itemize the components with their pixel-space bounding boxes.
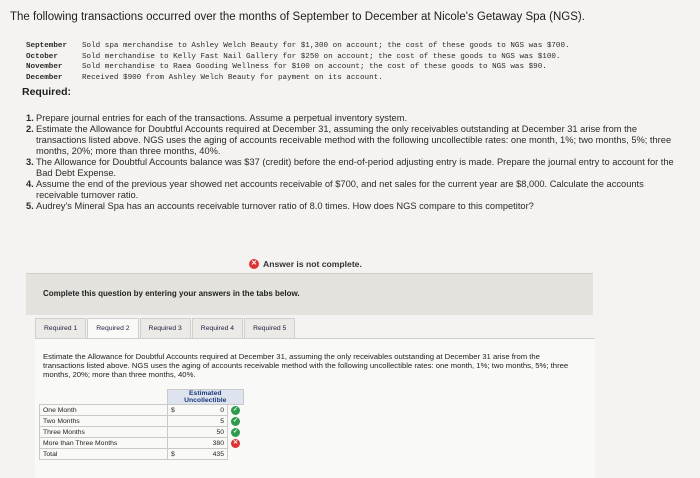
requirement-text: The Allowance for Doubtful Accounts balance was $37 (credit) before the end-of-period adjusting entry is made. Prepare the journal entry to account for the Bad Debt Expense. (36, 157, 674, 178)
requirement-number: 5. (26, 201, 34, 211)
estimate-table (39, 389, 244, 460)
row-label: Two Months (40, 416, 168, 427)
requirement-item (26, 201, 686, 212)
dollar-sign (168, 416, 198, 427)
tab-required-5[interactable]: Required 5 (244, 318, 295, 338)
requirement-text: Audrey's Mineral Spa has an accounts receivable turnover ratio of 8.0 times. How does NGS compare to this competitor? (36, 201, 534, 211)
transaction-text: Sold merchandise to Kelly Fast Nail Gallery for $250 on account; the cost of these goods to NGS was $100. (82, 52, 561, 61)
dollar-sign (168, 438, 198, 449)
error-x-icon: ✕ (249, 259, 259, 269)
transaction-month: October (26, 52, 58, 61)
transaction-row (26, 41, 686, 52)
transaction-month: December (26, 73, 63, 82)
table-header: Estimated Uncollectible (168, 390, 244, 405)
transaction-row (26, 62, 686, 73)
requirement-item (26, 179, 686, 201)
transaction-text: Received $900 from Ashley Welch Beauty for payment on its account. (82, 73, 383, 82)
transaction-row (26, 52, 686, 63)
amount-input[interactable]: 5 (198, 416, 228, 427)
tab-required-1[interactable]: Required 1 (35, 318, 86, 338)
check-icon: ✓ (232, 417, 239, 424)
transaction-row (26, 73, 686, 84)
answer-status-banner (249, 259, 362, 269)
requirement-text: Assume the end of the previous year showed net accounts receivable of $700, and net sales for the current year are $8,000. Calculate the accounts receivable turnover ratio. (36, 179, 644, 200)
row-label: One Month (40, 405, 168, 416)
tab-required-3[interactable]: Required 3 (140, 318, 191, 338)
requirement-number: 2. (26, 124, 34, 134)
instructions-panel (26, 273, 593, 315)
required-tabs (35, 318, 296, 338)
tab-content (35, 338, 595, 478)
required-heading: Required: (22, 86, 72, 98)
check-icon: ✓ (232, 428, 239, 435)
tab-required-4[interactable]: Required 4 (192, 318, 243, 338)
transaction-text: Sold merchandise to Raea Gooding Wellness for $100 on account; the cost of these goods to NGS was $90. (82, 63, 547, 71)
row-label: Three Months (40, 427, 168, 438)
dollar-sign: $ (168, 405, 198, 416)
row-label: More than Three Months (40, 438, 168, 449)
table-row (40, 416, 244, 427)
answer-status-text: Answer is not complete. (263, 259, 362, 269)
amount-input[interactable]: 50 (198, 427, 228, 438)
amount-input[interactable]: 0 (198, 405, 228, 416)
row-label: Total (40, 449, 168, 460)
total-amount: 435 (198, 449, 228, 460)
requirement-number: 4. (26, 179, 34, 189)
requirement-number: 1. (26, 113, 34, 123)
requirement-text: Estimate the Allowance for Doubtful Accounts required at December 31, assuming the only receivables outstanding at December 31 arise from the transactions listed above. NGS uses the aging of accounts receivable method with the following uncollectible rates: one month, 1%; two months, 5%; three months, 20%; more than three months, 40%. (36, 124, 672, 156)
dollar-sign: $ (168, 449, 198, 460)
check-icon: ✓ (232, 406, 239, 413)
requirement-item (26, 113, 686, 124)
transactions-list (26, 41, 686, 83)
table-row (40, 427, 244, 438)
table-row (40, 405, 244, 416)
tab-instructions: Estimate the Allowance for Doubtful Accounts required at December 31, assuming the only receivables outstanding at December 31 arise from the transactions listed above. NGS uses the aging of accounts receivable method with the following uncollectible rates: one month, 1%; two months, 5%; three months, 20%; more than three months, 40%. (43, 352, 569, 379)
error-x-icon: ✕ (232, 439, 239, 446)
table-row (40, 438, 244, 449)
transaction-text: Sold spa merchandise to Ashley Welch Beauty for $1,300 on account; the cost of these goods to NGS was $700. (82, 42, 570, 50)
tab-required-2[interactable]: Required 2 (87, 318, 138, 338)
dollar-sign (168, 427, 198, 438)
requirement-text: Prepare journal entries for each of the transactions. Assume a perpetual inventory system. (36, 113, 408, 123)
transaction-month: November (26, 63, 63, 71)
table-row-total (40, 449, 244, 460)
requirement-number: 3. (26, 157, 34, 167)
amount-input[interactable]: 380 (198, 438, 228, 449)
complete-message: Complete this question by entering your answers in the tabs below. (43, 289, 300, 298)
requirements-list (26, 113, 686, 212)
requirement-item (26, 157, 686, 179)
question-intro: The following transactions occurred over the months of September to December at Nicole's Getaway Spa (NGS). (10, 11, 585, 23)
requirement-item (26, 124, 686, 157)
transaction-month: September (26, 42, 68, 50)
